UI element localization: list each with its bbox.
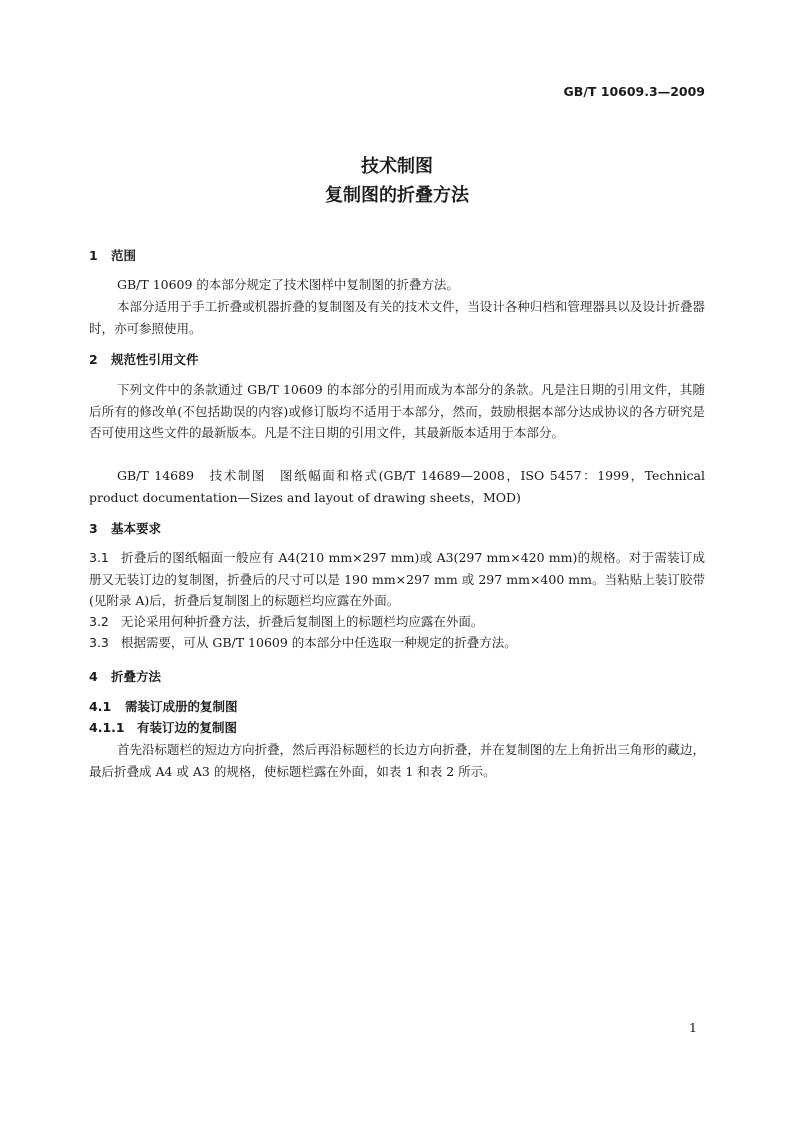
clause-text: 根据需要，可从 GB/T 10609 的本部分中任选取一种规定的折叠方法。 bbox=[120, 635, 517, 650]
document-title-line-2: 复制图的折叠方法 bbox=[325, 185, 469, 206]
clause-text: 折叠后的图纸幅面一般应有 A4(210 mm×297 mm)或 A3(297 mm×420 mm)的规格。对于需装订成册又无装订边的复制图，折叠后的尺寸可以是 190 mm×297 mm 或 297 mm×400 mm。当粘贴上装订胶带(见附录 A)后，折叠后复制图上的标题栏均应露在外面。 bbox=[89, 550, 705, 608]
reference-entry: GB/T 14689 技术制图 图纸幅面和格式(GB/T 14689—2008，ISO 5457：1999，Technical product documentation—Sizes and layout of drawing sheets，MOD) bbox=[89, 468, 705, 505]
paragraph: 本部分适用于手工折叠或机器折叠的复制图及有关的技术文件，当设计各种归档和管理器具以及设计折叠器时，亦可参照使用。 bbox=[89, 299, 705, 336]
section-number: 3 bbox=[89, 521, 98, 536]
standard-code: GB/T 10609.3—2009 bbox=[563, 84, 705, 99]
clause-3-1 bbox=[89, 547, 705, 612]
subsection-title: 需装订成册的复制图 bbox=[125, 699, 238, 714]
paragraph: 下列文件中的条款通过 GB/T 10609 的本部分的引用而成为本部分的条款。凡是注日期的引用文件，其随后所有的修改单(不包括勘误的内容)或修订版均不适用于本部分，然而，鼓励根据本部分达成协议的各方研究是否可使用这些文件的最新版本。凡是不注日期的引用文件，其最新版本适用于本部分。 bbox=[89, 382, 705, 440]
section-number: 2 bbox=[89, 352, 98, 367]
subsection-number: 4.1.1 bbox=[89, 720, 125, 735]
subsection-4-1-1-heading bbox=[89, 718, 237, 736]
clause-3-3 bbox=[89, 632, 705, 654]
section-number: 1 bbox=[89, 248, 98, 263]
clause-number: 3.1 bbox=[89, 550, 109, 565]
page-number: 1 bbox=[689, 1020, 697, 1035]
section-4-heading bbox=[89, 667, 161, 685]
clause-text: 无论采用何种折叠方法，折叠后复制图上的标题栏均应露在外面。 bbox=[120, 614, 484, 629]
section-2-heading bbox=[89, 350, 199, 368]
paragraph: 首先沿标题栏的短边方向折叠，然后再沿标题栏的长边方向折叠，并在复制图的左上角折出三角形的藏边，最后折叠成 A4 或 A3 的规格，使标题栏露在外面，如表 1 和表 2 所示。 bbox=[89, 742, 705, 779]
section-1-heading bbox=[89, 246, 136, 264]
paragraph: GB/T 10609 的本部分规定了技术图样中复制图的折叠方法。 bbox=[117, 277, 459, 292]
clause-number: 3.3 bbox=[89, 635, 109, 650]
document-title-line-1: 技术制图 bbox=[361, 156, 433, 177]
subsection-number: 4.1 bbox=[89, 699, 112, 714]
section-number: 4 bbox=[89, 669, 98, 684]
section-title: 规范性引用文件 bbox=[111, 352, 199, 367]
clause-number: 3.2 bbox=[89, 614, 109, 629]
subsection-title: 有装订边的复制图 bbox=[137, 720, 238, 735]
clause-3-2 bbox=[89, 611, 705, 633]
section-title: 折叠方法 bbox=[111, 669, 162, 684]
section-3-heading bbox=[89, 519, 161, 537]
section-title: 范围 bbox=[111, 248, 137, 263]
subsection-4-1-heading bbox=[89, 697, 238, 715]
section-title: 基本要求 bbox=[111, 521, 162, 536]
